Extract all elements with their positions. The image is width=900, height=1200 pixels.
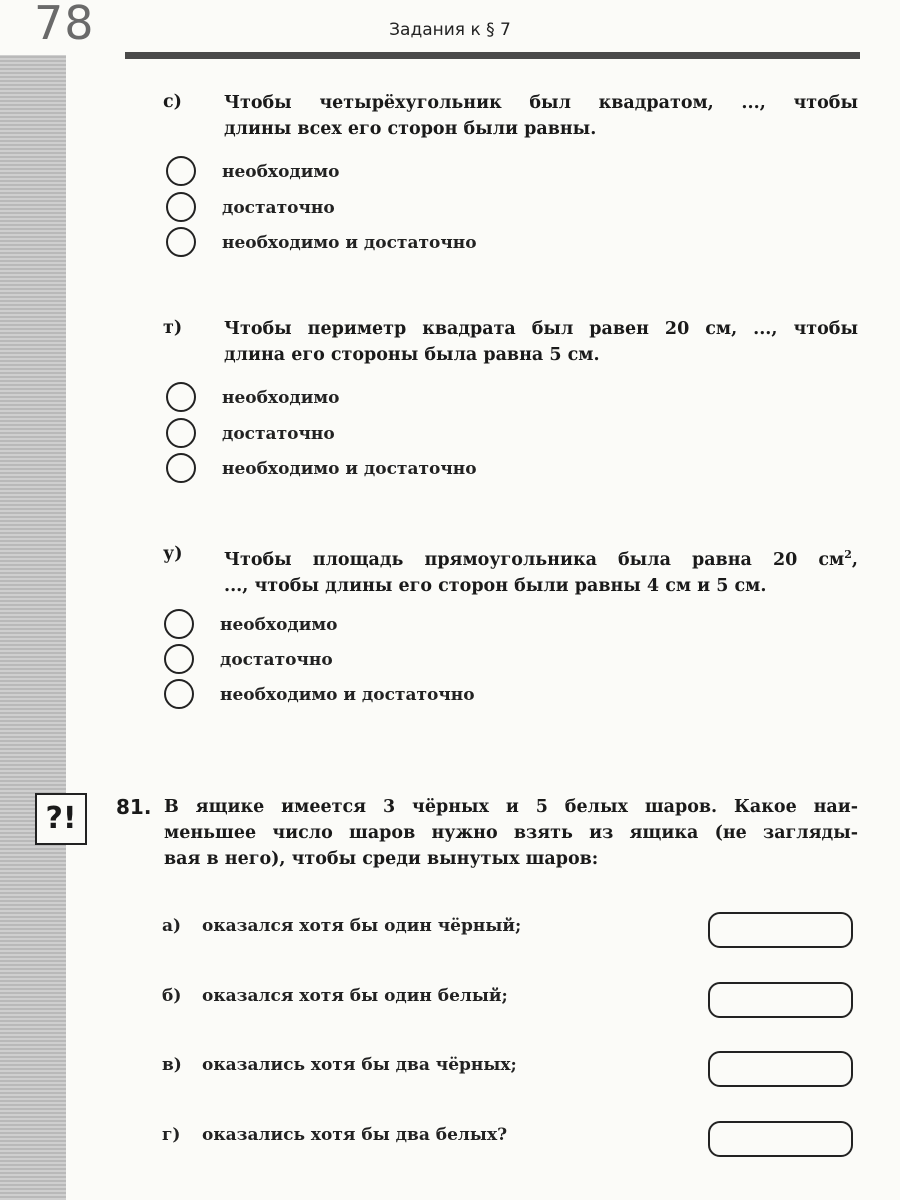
problem-number: 81. (116, 795, 152, 819)
problem-icon: ?! (35, 793, 87, 845)
option-radio[interactable] (164, 609, 194, 639)
problem-text-line: вая в него), чтобы среди вынутых шаров: (164, 849, 599, 869)
question-text (224, 316, 858, 368)
option-label: необходимо (222, 162, 340, 182)
question-text-line: длины всех его сторон были равны. (224, 119, 597, 139)
part-text: оказались хотя бы два белых? (202, 1125, 508, 1145)
option-label: достаточно (222, 198, 335, 218)
question-text (224, 542, 858, 599)
question-text-line: ..., чтобы длины его сторон были равны 4 см и 5 см. (224, 576, 767, 596)
option-radio[interactable] (166, 156, 196, 186)
question-label: т) (163, 318, 183, 338)
question-text-fragment: Чтобы площадь прямоугольника была равна 20 см (224, 550, 845, 570)
question-text-line: Чтобы периметр квадрата был равен 20 см, ..., чтобы (224, 319, 858, 339)
question-text-line (224, 542, 858, 573)
option-label: необходимо и достаточно (220, 685, 475, 705)
problem-text (164, 794, 858, 872)
part-label: а) (162, 916, 182, 936)
option-radio[interactable] (166, 382, 196, 412)
option-label: достаточно (222, 424, 335, 444)
question-text-line: Чтобы четырёхугольник был квадратом, ..., чтобы (224, 93, 858, 113)
option-label: необходимо (222, 388, 340, 408)
side-strip (0, 55, 66, 1200)
answer-box[interactable] (708, 1121, 853, 1157)
option-label: необходимо (220, 615, 338, 635)
option-radio[interactable] (166, 453, 196, 483)
answer-box[interactable] (708, 1051, 853, 1087)
page-number: 78 (34, 0, 95, 50)
superscript: 2 (844, 548, 852, 561)
question-text-line: длина его стороны была равна 5 см. (224, 345, 600, 365)
question-label: с) (163, 92, 182, 112)
option-radio[interactable] (164, 679, 194, 709)
part-label: в) (162, 1055, 182, 1075)
problem-text-line: меньшее число шаров нужно взять из ящика (не загляды- (164, 823, 858, 843)
header-title: Задания к § 7 (389, 20, 511, 40)
part-text: оказался хотя бы один белый; (202, 986, 508, 1006)
part-text: оказался хотя бы один чёрный; (202, 916, 522, 936)
option-label: достаточно (220, 650, 333, 670)
option-radio[interactable] (166, 192, 196, 222)
problem-text-line: В ящике имеется 3 чёрных и 5 белых шаров. Какое наи- (164, 797, 858, 817)
part-label: б) (162, 986, 182, 1006)
option-radio[interactable] (166, 227, 196, 257)
answer-box[interactable] (708, 982, 853, 1018)
option-radio[interactable] (166, 418, 196, 448)
option-radio[interactable] (164, 644, 194, 674)
option-label: необходимо и достаточно (222, 459, 477, 479)
header-rule (125, 52, 860, 59)
part-label: г) (162, 1125, 181, 1145)
answer-box[interactable] (708, 912, 853, 948)
option-label: необходимо и достаточно (222, 233, 477, 253)
part-text: оказались хотя бы два чёрных; (202, 1055, 517, 1075)
question-text-fragment: , (851, 550, 858, 570)
question-text (224, 90, 858, 142)
question-label: у) (163, 544, 183, 564)
